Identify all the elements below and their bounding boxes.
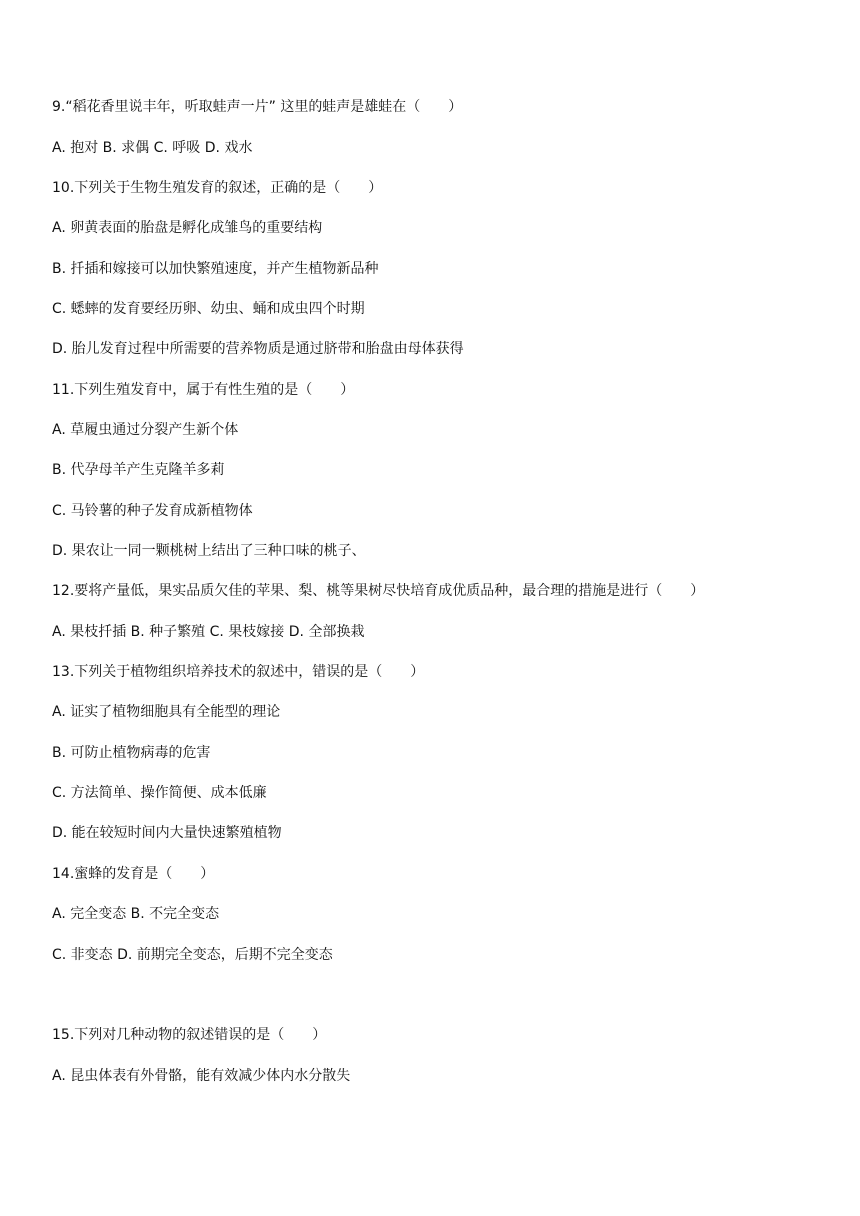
question-13-option-a: A. 证实了植物细胞具有全能型的理论 (52, 704, 281, 720)
question-10-option-a: A. 卵黄表面的胎盘是孵化成雏鸟的重要结构 (52, 220, 323, 236)
question-11-option-d: D. 果农让一同一颗桃树上结出了三种口味的桃子、 (52, 543, 366, 559)
question-11-option-a: A. 草履虫通过分裂产生新个体 (52, 422, 239, 438)
question-14-options-row2: C. 非变态 D. 前期完全变态，后期不完全变态 (52, 947, 333, 963)
question-12-options: A. 果枝扦插 B. 种子繁殖 C. 果枝嫁接 D. 全部换栽 (52, 624, 365, 640)
question-10-option-c: C. 蟋蟀的发育要经历卵、幼虫、蛹和成虫四个时期 (52, 301, 365, 317)
question-10-stem: 10.下列关于生物生殖发育的叙述，正确的是（ ） (52, 180, 383, 196)
question-11-stem: 11.下列生殖发育中，属于有性生殖的是（ ） (52, 382, 355, 398)
question-14-stem: 14.蜜蜂的发育是（ ） (52, 866, 215, 882)
question-11-option-b: B. 代孕母羊产生克隆羊多莉 (52, 462, 225, 478)
question-14-options-row1: A. 完全变态 B. 不完全变态 (52, 906, 220, 922)
question-9-stem: 9.“稻花香里说丰年，听取蛙声一片” 这里的蛙声是雄蛙在（ ） (52, 99, 463, 115)
question-12-stem: 12.要将产量低，果实品质欠佳的苹果、梨、桃等果树尽快培育成优质品种，最合理的措施是进行（ ） (52, 583, 705, 599)
question-15-option-a: A. 昆虫体表有外骨骼，能有效减少体内水分散失 (52, 1068, 351, 1084)
question-13-option-c: C. 方法简单、操作简便、成本低廉 (52, 785, 267, 801)
question-10-option-b: B. 扦插和嫁接可以加快繁殖速度，并产生植物新品种 (52, 261, 379, 277)
question-9-options: A. 抱对 B. 求偶 C. 呼吸 D. 戏水 (52, 140, 253, 156)
question-15-stem: 15.下列对几种动物的叙述错误的是（ ） (52, 1027, 327, 1043)
question-11-option-c: C. 马铃薯的种子发育成新植物体 (52, 503, 253, 519)
question-13-option-d: D. 能在较短时间内大量快速繁殖植物 (52, 825, 282, 841)
question-13-option-b: B. 可防止植物病毒的危害 (52, 745, 211, 761)
question-13-stem: 13.下列关于植物组织培养技术的叙述中，错误的是（ ） (52, 664, 425, 680)
question-10-option-d: D. 胎儿发育过程中所需要的营养物质是通过脐带和胎盘由母体获得 (52, 341, 464, 357)
